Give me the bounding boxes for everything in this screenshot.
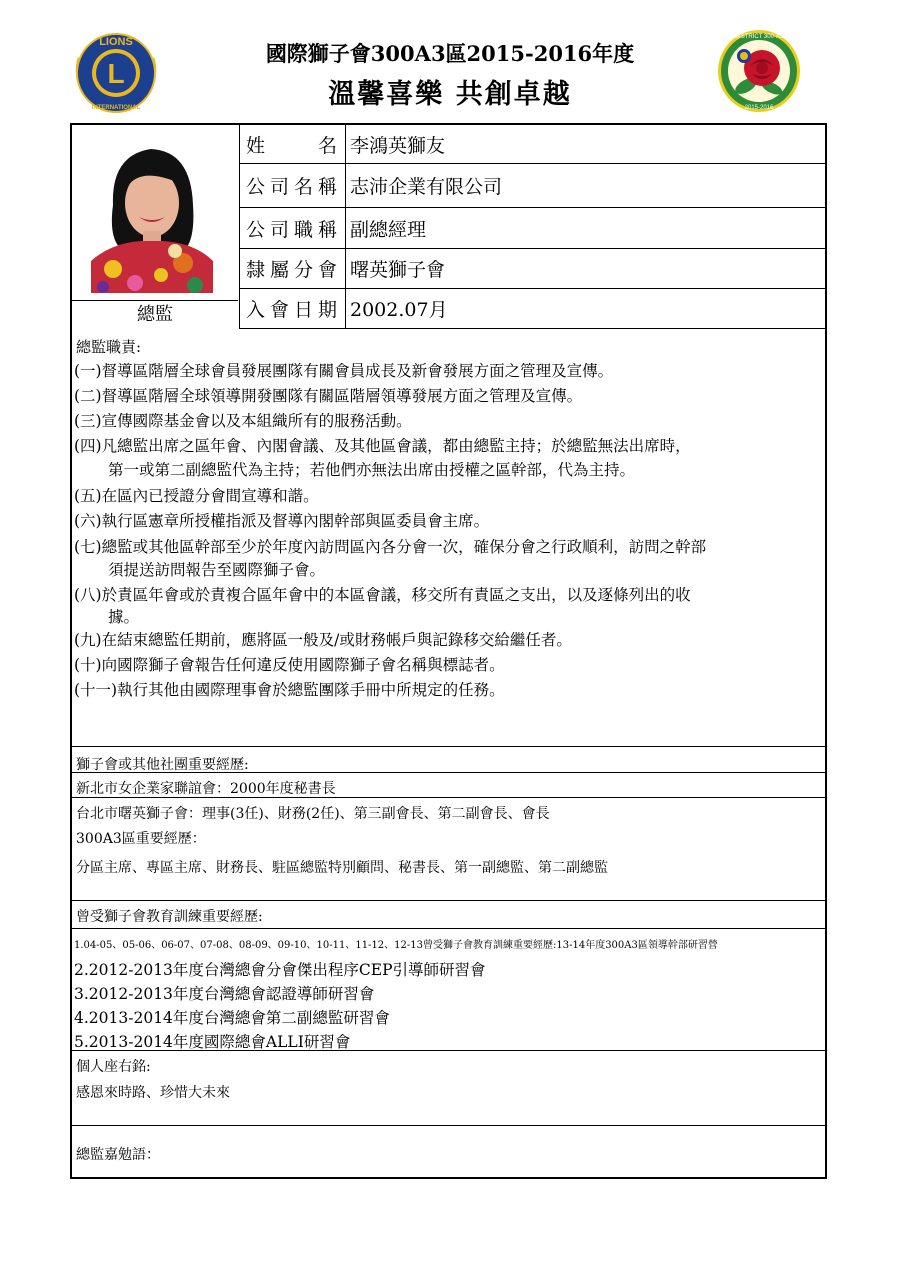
- motto-heading: 個人座右銘:: [76, 1059, 151, 1075]
- duty-item: (九)在結束總監任期前，應將區一般及/或財務帳戶與記錄移交給繼任者。: [74, 631, 572, 649]
- experience-line: 分區主席、專區主席、財務長、駐區總監特別顧問、秘書長、第一副總監、第二副總監: [76, 860, 608, 876]
- emblem-top-text: DISTRICT 300-A3: [734, 34, 784, 40]
- governor-photo: [91, 135, 213, 293]
- lions-logo-bottom-text: INTERNATIONAL: [91, 105, 141, 111]
- field-row-title: [240, 208, 827, 249]
- field-label-name: 姓 名: [240, 125, 346, 163]
- duty-item: (八)於責區年會或於責複合區年會中的本區會議，移交所有責區之支出，以及逐條列出的收: [74, 586, 691, 604]
- duty-item-continued: 第一或第二副總監代為主持；若他們亦無法出席由授權之區幹部，代為主持。: [108, 461, 636, 479]
- training-item: 4.2013-2014年度台灣總會第二副總監研習會: [74, 1009, 390, 1027]
- section-divider: [70, 1125, 827, 1126]
- training-item: 3.2012-2013年度台灣總會認證導師研習會: [74, 985, 375, 1003]
- page-title-line1: 國際獅子會300A3區2015-2016年度: [265, 41, 635, 66]
- experience-line: 300A3區重要經歷：: [76, 831, 206, 847]
- field-row-company: [240, 164, 827, 208]
- training-item: 2.2012-2013年度台灣總會分會傑出程序CEP引導師研習會: [74, 961, 486, 979]
- encouragement-heading: 總監嘉勉語：: [76, 1147, 160, 1163]
- field-label-company: 公司名稱: [240, 164, 346, 207]
- duty-item: (五)在區內已授證分會間宣導和諧。: [74, 487, 319, 505]
- emblem-bottom-text: 2015-2016: [744, 105, 774, 111]
- section-divider: [70, 772, 827, 773]
- field-value-join-date: 2002.07月: [350, 299, 448, 321]
- field-value-name: 李鴻英獅友: [350, 134, 446, 157]
- duty-item: (七)總監或其他區幹部至少於年度內訪問區內各分會一次，確保分會之行政順利，訪問之幹部: [74, 538, 707, 556]
- duty-item: (一)督導區階層全球會員發展團隊有關會員成長及新會發展方面之管理及宣傳。: [74, 362, 614, 380]
- field-row-name: [240, 125, 827, 164]
- section-divider: [70, 928, 827, 929]
- training-item: 1.04-05、05-06、06-07、07-08、08-09、09-10、10-11、11-12、12-13曾受獅子會教育訓練重要經歷:13-14年度300A3區領導幹部研習營: [74, 940, 718, 951]
- field-label-title: 公司職稱: [240, 208, 346, 248]
- field-row-join-date: [240, 289, 827, 329]
- field-row-club: [240, 249, 827, 289]
- training-heading: 曾受獅子會教育訓練重要經歷:: [76, 909, 263, 925]
- duty-item: (四)凡總監出席之區年會、內閣會議、及其他區會議，都由總監主持；於總監無法出席時，: [74, 437, 691, 455]
- duty-item: (三)宣傳國際基金會以及本組織所有的服務活動。: [74, 412, 412, 430]
- duty-item: (十)向國際獅子會報告任何違反使用國際獅子會名稱與標誌者。: [74, 656, 505, 674]
- duties-heading: 總監職責:: [76, 338, 142, 356]
- field-label-join-date: 入會日期: [240, 289, 346, 328]
- experience-line: 台北市曙英獅子會：理事(3任)、財務(2任)、第三副會長、第二副會長、會長: [76, 806, 550, 822]
- section-divider: [70, 900, 827, 901]
- training-item: 5.2013-2014年度國際總會ALLI研習會: [74, 1033, 351, 1051]
- motto-text: 感恩來時路、珍惜大未來: [76, 1085, 230, 1101]
- duty-item: (六)執行區憲章所授權指派及督導內閣幹部與區委員會主席。: [74, 512, 490, 530]
- lions-logo-top-text: LIONS: [99, 36, 133, 48]
- lions-logo-letter: L: [107, 58, 125, 89]
- section-divider: [70, 746, 827, 747]
- duty-item: (十一)執行其他由國際理事會於總監團隊手冊中所規定的任務。: [74, 681, 505, 699]
- experience-heading: 獅子會或其他社團重要經歷:: [76, 757, 249, 773]
- section-divider: [70, 1050, 827, 1051]
- duty-item-continued: 據。: [108, 608, 140, 626]
- field-value-club: 曙英獅子會: [350, 259, 446, 281]
- duty-item-continued: 須提送訪問報告至國際獅子會。: [108, 561, 326, 579]
- field-label-club: 隸屬分會: [240, 249, 346, 288]
- field-value-company: 志沛企業有限公司: [350, 176, 503, 198]
- duty-item: (二)督導區階層全球領導開發團隊有關區階層領導發展方面之管理及宣傳。: [74, 387, 583, 405]
- experience-line: 新北市女企業家聯誼會：2000年度秘書長: [76, 781, 336, 797]
- page-title-line2: 溫馨喜樂 共創卓越: [328, 79, 572, 110]
- field-value-title: 副總經理: [350, 218, 427, 241]
- section-divider: [70, 797, 827, 798]
- photo-caption: 總監: [72, 300, 238, 329]
